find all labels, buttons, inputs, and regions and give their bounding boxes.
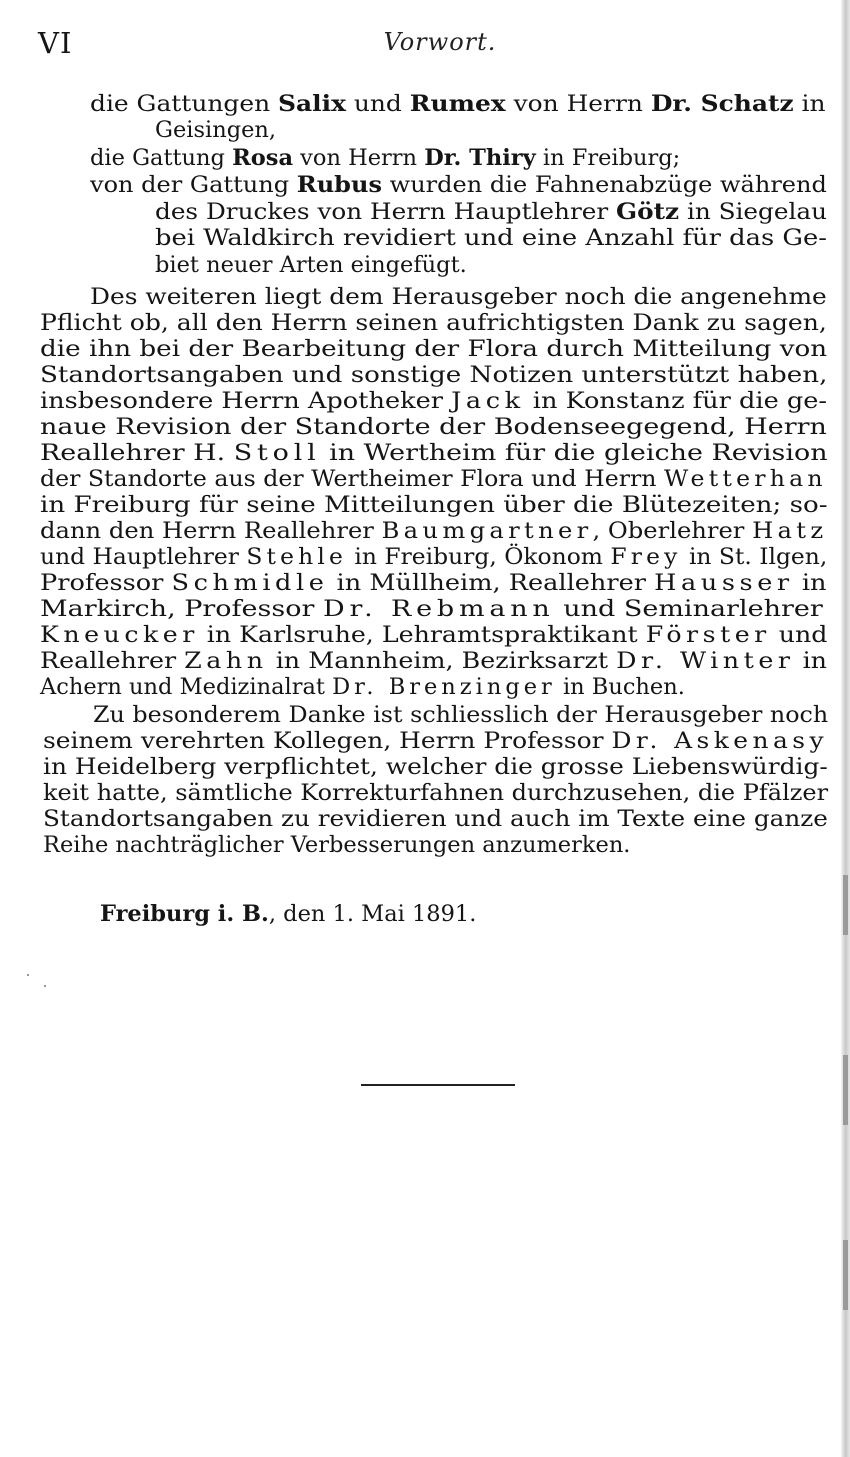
dateline-date: , den 1. Mai 1891. bbox=[268, 901, 477, 927]
page-edge-mark bbox=[843, 1055, 848, 1125]
paragraph-line: insbesondere Herrn Apotheker Jack in Konstanz für die ge- bbox=[40, 388, 828, 414]
end-rule bbox=[361, 1084, 515, 1086]
paragraph-line: und Hauptlehrer Stehle in Freiburg, Ökonom Frey in St. Ilgen, bbox=[40, 544, 828, 570]
dateline bbox=[100, 901, 476, 927]
paragraph-line: keit hatte, sämtliche Korrekturfahnen durchzusehen, die Pfälzer bbox=[43, 780, 829, 806]
paragraph-line: Reallehrer Zahn in Mannheim, Bezirksarzt Dr. Winter in bbox=[40, 648, 828, 674]
scan-speck bbox=[44, 985, 46, 987]
paragraph-line: die ihn bei der Bearbeitung der Flora durch Mitteilung von bbox=[40, 336, 828, 362]
paragraph-line: der Standorte aus der Wertheimer Flora und Herrn Wetterhan bbox=[40, 466, 827, 492]
paragraph-line: Kneucker in Karlsruhe, Lehramtspraktikant Förster und bbox=[40, 622, 828, 648]
list-line: von der Gattung Rubus wurden die Fahnenabzüge während bbox=[90, 172, 827, 198]
paragraph-line: Standortsangaben zu revidieren und auch im Texte eine ganze bbox=[43, 806, 828, 832]
paragraph-line: Markirch, Professor Dr. Rebmann und Seminarlehrer bbox=[40, 596, 823, 622]
scan-speck bbox=[27, 974, 29, 976]
paragraph-line: Pflicht ob, all den Herrn seinen aufrichtigsten Dank zu sagen, bbox=[40, 310, 827, 336]
list-line: die Gattungen Salix und Rumex von Herrn Dr. Schatz in bbox=[90, 91, 826, 117]
list-line: Geisingen, bbox=[155, 117, 277, 143]
paragraph-line: seinem verehrten Kollegen, Herrn Professor Dr. Askenasy bbox=[43, 728, 828, 754]
paragraph-line: Zu besonderem Danke ist schliesslich der Herausgeber noch bbox=[93, 702, 829, 728]
paragraph-line: in Freiburg für seine Mitteilungen über die Blütezeiten; so- bbox=[40, 492, 828, 518]
paragraph-line: Reihe nachträglicher Verbesserungen anzumerken. bbox=[43, 832, 631, 858]
paragraph-line: Reallehrer H. Stoll in Wertheim für die gleiche Revision bbox=[40, 440, 828, 466]
paragraph-line: Standortsangaben und sonstige Notizen unterstützt haben, bbox=[40, 362, 828, 388]
paragraph-line: Des weiteren liegt dem Herausgeber noch die angenehme bbox=[90, 284, 827, 310]
paragraph-line: Achern und Medizinalrat Dr. Brenzinger in Buchen. bbox=[40, 674, 685, 700]
dateline-place: Freiburg i. B. bbox=[100, 901, 269, 927]
running-title: Vorwort. bbox=[383, 28, 497, 56]
paragraph-line: naue Revision der Standorte der Bodenseegegend, Herrn bbox=[40, 414, 827, 440]
paragraph-line: dann den Herrn Reallehrer Baumgartner, Oberlehrer Hatz bbox=[40, 518, 828, 544]
list-line: des Druckes von Herrn Hauptlehrer Götz in Siegelau bbox=[155, 199, 828, 225]
page-edge-mark bbox=[843, 1240, 848, 1310]
page-edge-shadow bbox=[841, 0, 850, 1457]
list-line: die Gattung Rosa von Herrn Dr. Thiry in Freiburg; bbox=[90, 145, 681, 171]
list-line: biet neuer Arten eingefügt. bbox=[155, 252, 467, 278]
list-line: bei Waldkirch revidiert und eine Anzahl für das Ge- bbox=[155, 225, 827, 251]
paragraph-line: Professor Schmidle in Müllheim, Reallehrer Hausser in bbox=[40, 570, 827, 596]
page-number: VI bbox=[38, 26, 73, 60]
page-edge-mark bbox=[843, 875, 848, 935]
paragraph-line: in Heidelberg verpflichtet, welcher die grosse Liebenswürdig- bbox=[43, 754, 828, 780]
